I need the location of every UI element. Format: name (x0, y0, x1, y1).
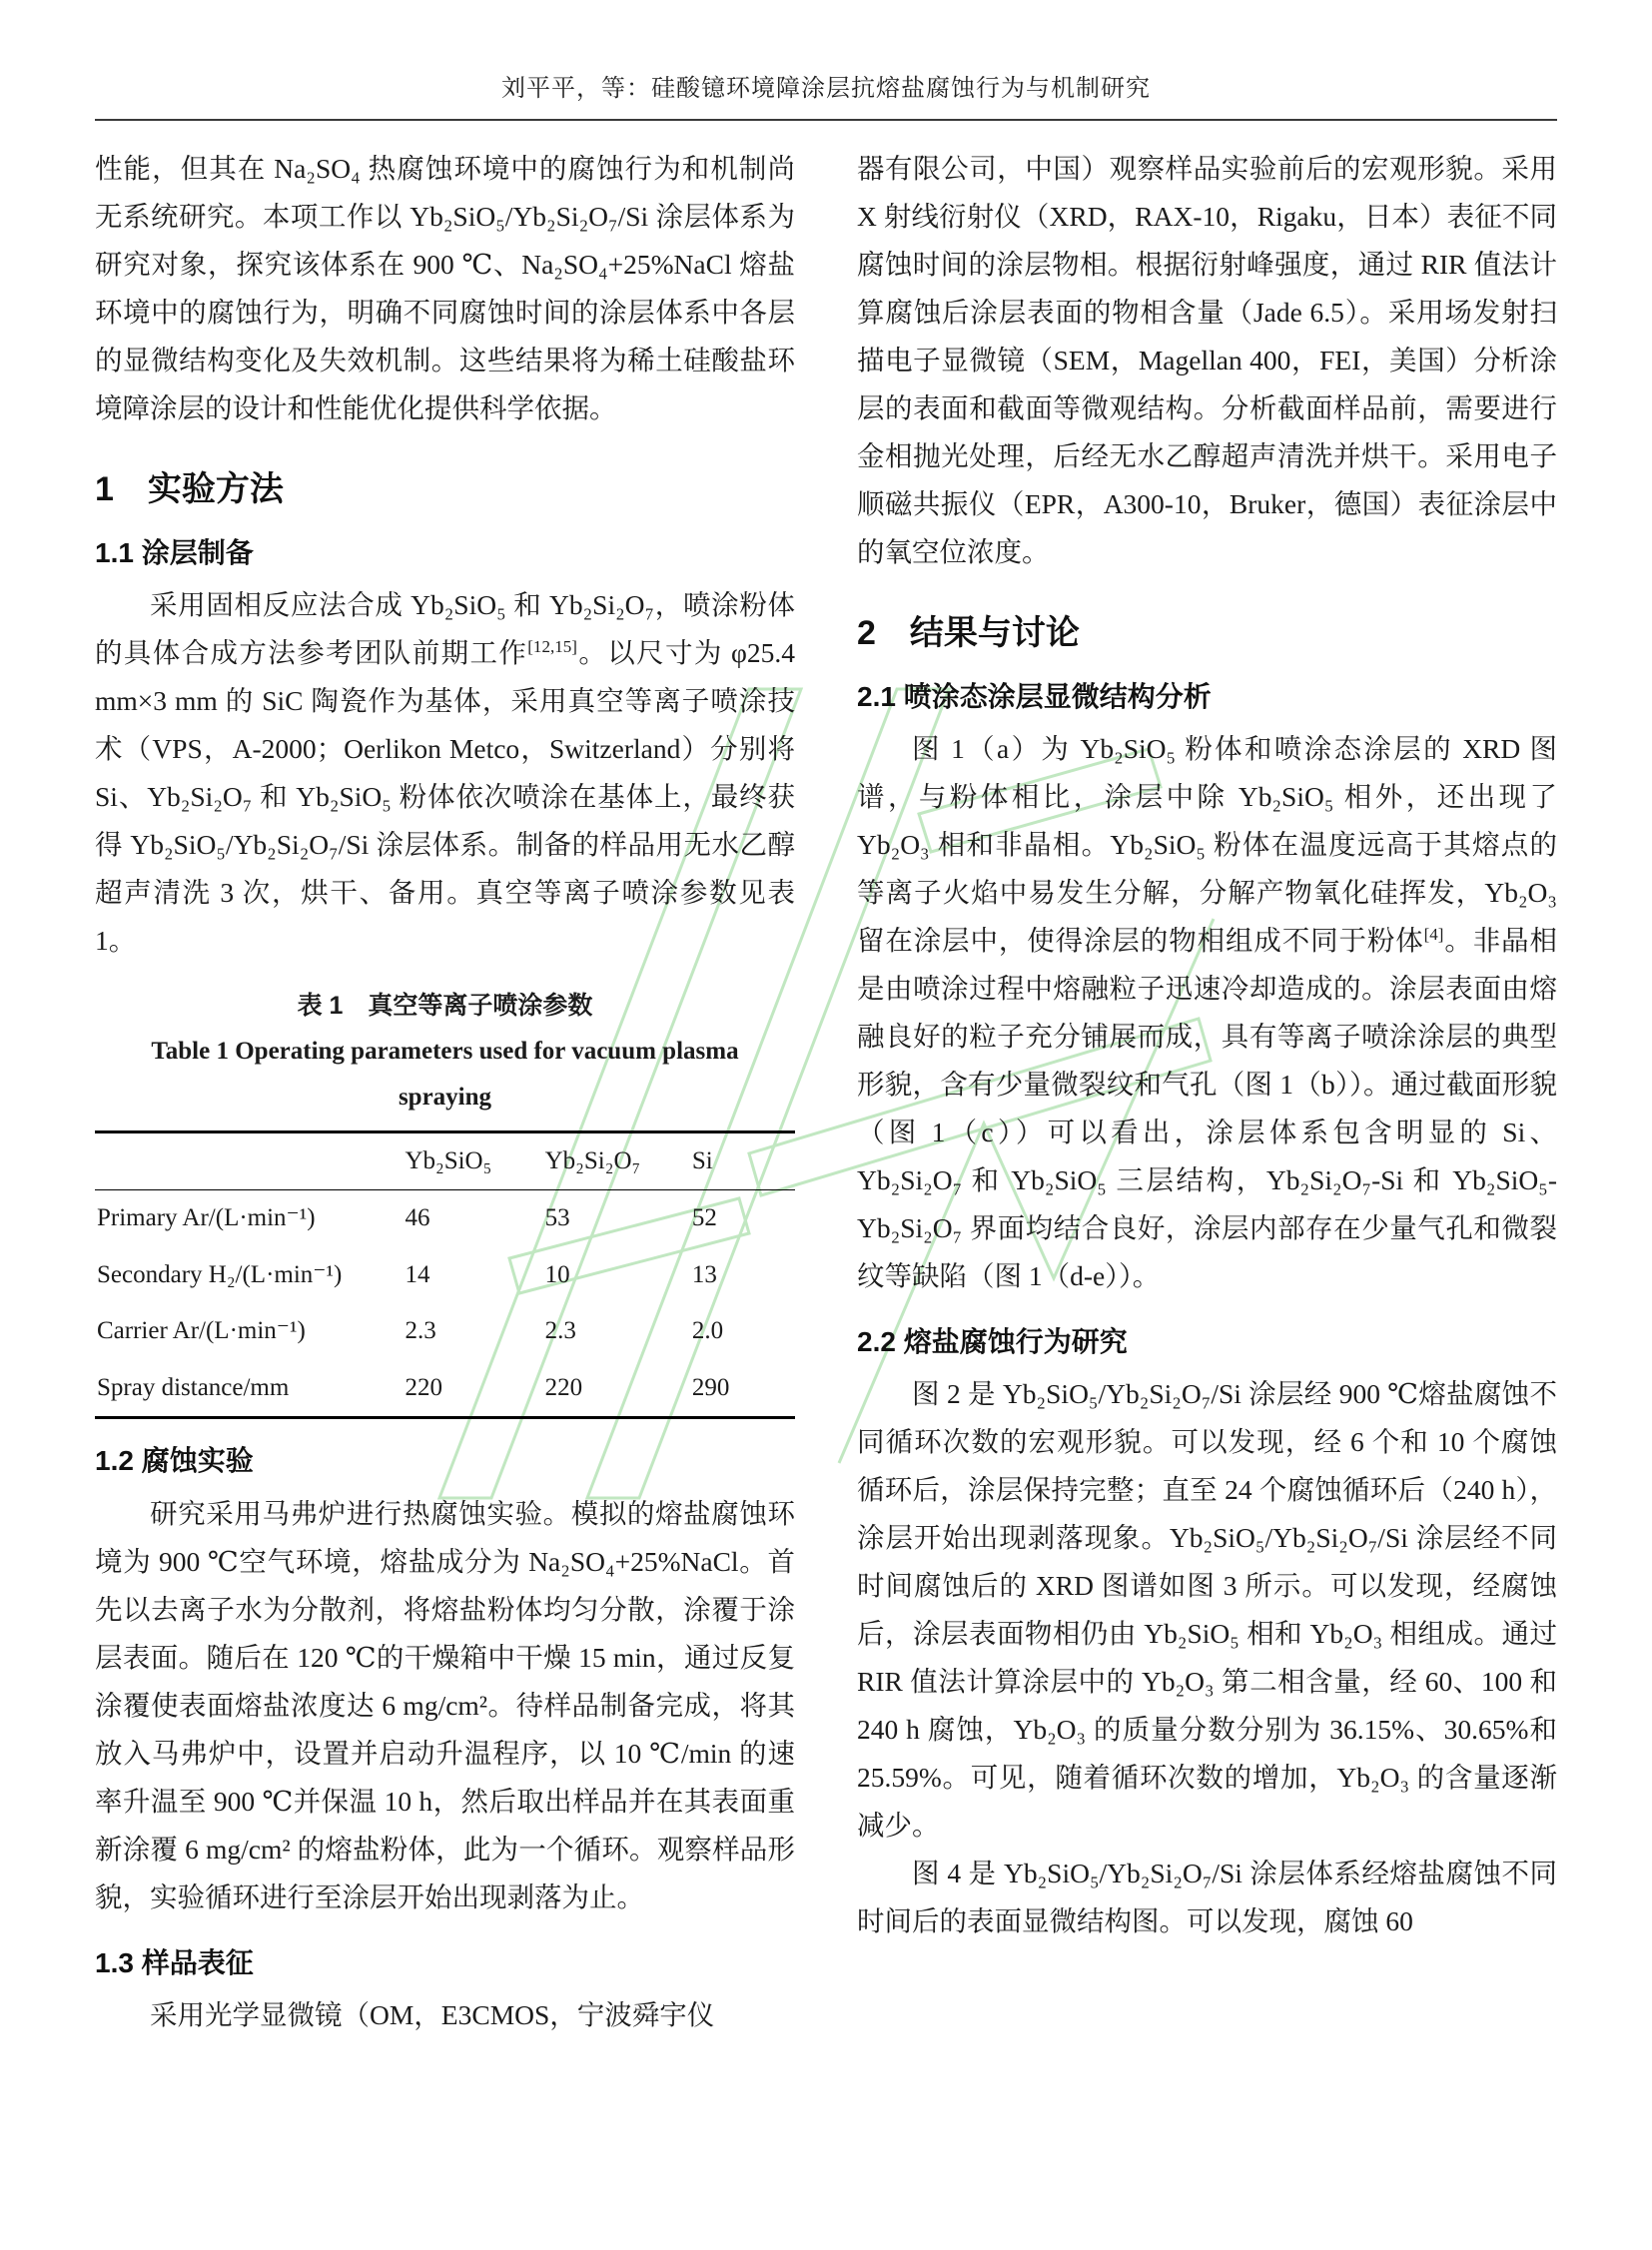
section-1-title: 1 实验方法 (95, 470, 284, 508)
cell-value: 290 (690, 1360, 795, 1418)
microstructure-analysis-paragraph (857, 725, 1557, 1300)
spray-parameters-table (95, 1130, 795, 1420)
cell-value: 2.3 (405, 1317, 436, 1345)
two-column-body (0, 121, 1652, 2039)
cell-value: 46 (405, 1204, 430, 1232)
cell-value: 220 (543, 1360, 690, 1418)
citation-ref: [12,15] (527, 636, 577, 656)
molten-salt-corrosion-paragraph: 图 2 是 Yb₂SiO₅/Yb₂Si₂O₇/Si 涂层经 900 ℃熔盐腐蚀不同循环次数的宏观形貌。可以发现，经 6 个和 10 个腐蚀循环后，涂层保持完整；直至 24 个腐蚀循环后（240 h），涂层开始出现剥落现象。Yb₂SiO₅/Yb₂Si₂O₇/Si 涂层经不同时间腐蚀后的 XRD 图谱如图 3 所示。可以发现，经腐蚀后，涂层表面物相仍由 Yb₂SiO₅ 相和 Yb₂O₃ 相组成。通过 RIR 值法计算涂层中的 Yb₂O₃ 第二相含量，经 60、100 和 240 h 腐蚀，Yb₂O₃ 的质量分数分别为 36.15%、30.65%和 25.59%。可见，随着循环次数的增加，Yb₂O₃ 的含量逐渐减少。 (857, 1378, 1557, 1842)
column-header (95, 1131, 403, 1190)
cell-value: 220 (403, 1360, 542, 1418)
left-column (95, 145, 795, 2039)
surface-microstructure-paragraph: 图 4 是 Yb₂SiO₅/Yb₂Si₂O₇/Si 涂层体系经熔盐腐蚀不同时间后的表面显微结构图。可以发现，腐蚀 60 (857, 1858, 1557, 1937)
corrosion-experiment-paragraph: 研究采用马弗炉进行热腐蚀实验。模拟的熔盐腐蚀环境为 900 ℃空气环境，熔盐成分为 Na₂SO₄+25%NaCl。首先以去离子水为分散剂，将熔盐粉体均匀分散，涂覆于涂层表面。随后在 120 ℃的干燥箱中干燥 15 min，通过反复涂覆使表面熔盐浓度达 6 mg/cm²。待样品制备完成，将其放入马弗炉中，设置并启动升温程序，以 10 ℃/min 的速率升温至 900 ℃并保温 10 h，然后取出样品并在其表面重新涂覆 6 mg/cm² 的熔盐粉体，此为一个循环。观察样品形貌，实验循环进行至涂层开始出现剥落为止。 (95, 1497, 795, 1912)
paragraph-text: 采用固相反应法合成 Yb₂SiO₅ 和 Yb₂Si₂O₇，喷涂粉体的具体合成方法参考团队前期工作 (95, 588, 795, 668)
section-1-2-title: 1.2 腐蚀实验 (95, 1445, 254, 1477)
section-2-2-title: 2.2 熔盐腐蚀行为研究 (857, 1325, 1128, 1357)
table-row (95, 1303, 795, 1360)
table-row (95, 1360, 795, 1418)
cell-value: 52 (691, 1204, 717, 1232)
characterization-paragraph: 采用光学显微镜（OM，E3CMOS，宁波舜宇仪 (150, 1999, 715, 2031)
row-label: Spray distance/mm (95, 1360, 403, 1418)
section-2-1-title: 2.1 喷涂态涂层显微结构分析 (857, 680, 1212, 712)
table-caption-zh: 表 1 真空等离子喷涂参数 (297, 991, 593, 1020)
table-row (95, 1247, 795, 1304)
citation-ref: [4] (1423, 924, 1444, 944)
cell-value: 2.3 (544, 1317, 576, 1345)
section-2-title: 2 结果与讨论 (857, 614, 1080, 652)
section-1-1-title: 1.1 涂层制备 (95, 536, 254, 568)
paragraph-text: 。非晶相是由喷涂过程中熔融粒子迅速冷却造成的。涂层表面由熔融良好的粒子充分铺展而成，具有等离子喷涂涂层的典型形貌，含有少量微裂纹和气孔（图 1（b））。通过截面形貌（图 1（c））可以看出，涂层体系包含明显的 Si、Yb₂Si₂O₇ 和 Yb₂SiO₅ 三层结构，Yb₂Si₂O₇-Si 和 Yb₂SiO₅-Yb₂Si₂O₇ 界面均结合良好，涂层内部存在少量气孔和微裂纹等缺陷（图 1（d-e））。 (857, 924, 1558, 1291)
row-label: Carrier Ar/(L·min⁻¹) (97, 1317, 306, 1345)
row-label: Primary Ar/(L·min⁻¹) (97, 1204, 316, 1232)
column-header: Si (690, 1131, 795, 1190)
cell-value: 53 (544, 1204, 570, 1232)
column-header: Yb₂Si₂O₇ (543, 1131, 690, 1190)
table-caption-en: Table 1 Operating parameters used for vacuum plasma spraying (151, 1037, 739, 1111)
cell-value: 10 (544, 1260, 570, 1288)
cell-value: 14 (405, 1260, 430, 1288)
table-row (95, 1190, 795, 1247)
cell-value: 13 (691, 1260, 717, 1288)
right-column (857, 145, 1557, 2039)
running-head: 刘平平，等：硅酸镱环境障涂层抗熔盐腐蚀行为与机制研究 (501, 76, 1151, 102)
column-header: Yb₂SiO₅ (403, 1131, 542, 1190)
paragraph-text: 。以尺寸为 φ25.4 mm×3 mm 的 SiC 陶瓷作为基体，采用真空等离子喷涂技术（VPS，A-2000；Oerlikon Metco，Switzerland）分别将 Si、Yb₂Si₂O₇ 和 Yb₂SiO₅ 粉体依次喷涂在基体上，最终获得 Yb₂SiO₅/Yb₂Si₂O₇/Si 涂层体系。制备的样品用无水乙醇超声清洗 3 次，烘干、备用。真空等离子喷涂参数见表 1。 (95, 636, 795, 956)
characterization-continued-paragraph: 器有限公司，中国）观察样品实验前后的宏观形貌。采用 X 射线衍射仪（XRD，RAX-10，Rigaku，日本）表征不同腐蚀时间的涂层物相。根据衍射峰强度，通过 RIR 值法计算腐蚀后涂层表面的物相含量（Jade 6.5）。采用场发射扫描电子显微镜（SEM，Magellan 400，FEI，美国）分析涂层的表面和截面等微观结构。分析截面样品前，需要进行金相抛光处理，后经无水乙醇超声清洗并烘干。采用电子顺磁共振仪（EPR，A300-10，Bruker，德国）表征涂层中的氧空位浓度。 (857, 153, 1557, 567)
intro-paragraph: 性能，但其在 Na₂SO₄ 热腐蚀环境中的腐蚀行为和机制尚无系统研究。本项工作以 Yb₂SiO₅/Yb₂Si₂O₇/Si 涂层体系为研究对象，探究该体系在 900 ℃、Na₂SO₄+25%NaCl 熔盐环境中的腐蚀行为，明确不同腐蚀时间的涂层体系中各层的显微结构变化及失效机制。这些结果将为稀土硅酸盐环境障涂层的设计和性能优化提供科学依据。 (95, 153, 795, 423)
cell-value: 2.0 (691, 1317, 724, 1345)
row-label: Secondary H₂/(L·min⁻¹) (97, 1260, 343, 1288)
section-1-3-title: 1.3 样品表征 (95, 1946, 254, 1978)
table-header-row (95, 1131, 795, 1190)
coating-preparation-paragraph (95, 581, 795, 965)
paragraph-text: 图 1（a）为 Yb₂SiO₅ 粉体和喷涂态涂层的 XRD 图谱，与粉体相比，涂层中除 Yb₂SiO₅ 相外，还出现了 Yb₂O₃ 相和非晶相。Yb₂SiO₅ 粉体在温度远高于其熔点的等离子火焰中易发生分解，分解产物氧化硅挥发，Yb₂O₃ 留在涂层中，使得涂层的物相组成不同于粉体 (857, 732, 1557, 956)
